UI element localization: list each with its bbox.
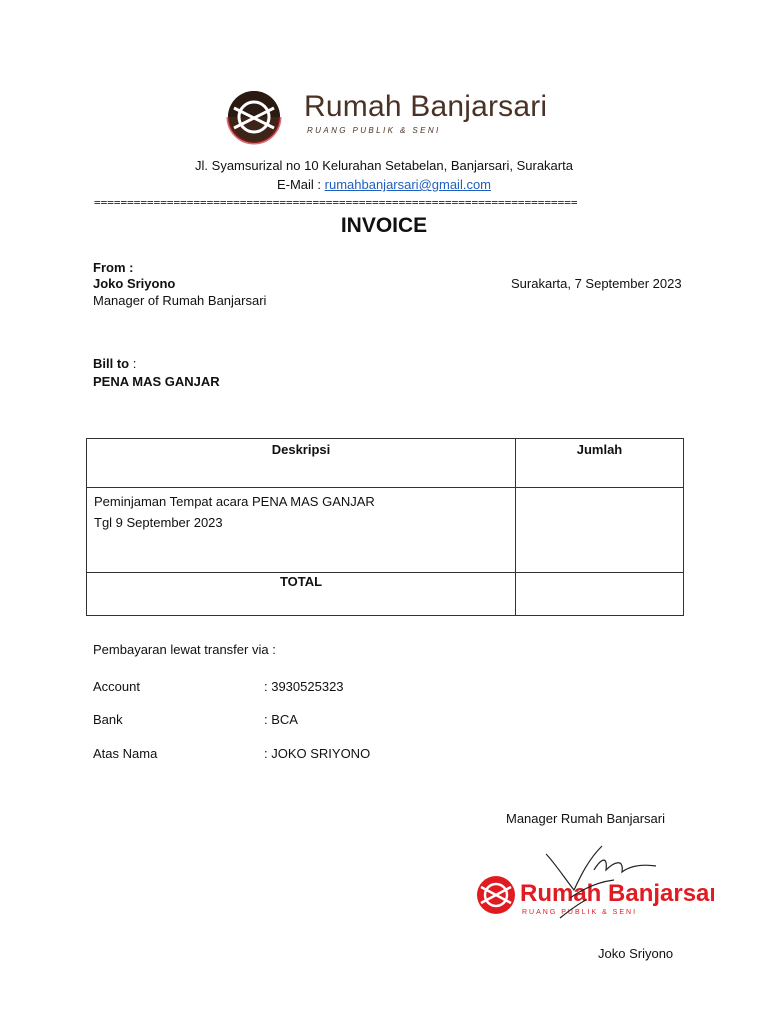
item-description-line2: Tgl 9 September 2023 <box>94 515 223 530</box>
col-header-description: Deskripsi <box>87 439 516 488</box>
item-description <box>87 488 516 573</box>
payment-bank-value: : BCA <box>264 712 298 727</box>
bill-to-label-line <box>93 356 136 371</box>
from-name: Joko Sriyono <box>93 276 176 291</box>
total-label: TOTAL <box>87 573 516 616</box>
signature-title: Manager Rumah Banjarsari <box>506 811 665 826</box>
stamp-brand-text: Rumah Banjarsari <box>520 880 714 907</box>
payment-bank-label: Bank <box>93 712 123 727</box>
address: Jl. Syamsurizal no 10 Kelurahan Setabelan, Banjarsari, Surakarta <box>195 158 573 173</box>
email-line <box>0 177 768 192</box>
payment-intro: Pembayaran lewat transfer via : <box>93 642 276 657</box>
divider: ========================================================================= <box>94 196 578 209</box>
brand-logo-icon <box>222 88 302 150</box>
email-label: E-Mail : <box>276 177 325 192</box>
col-header-amount: Jumlah <box>516 439 684 488</box>
signature-stamp <box>474 840 714 920</box>
brand-tagline: RUANG PUBLIK & SENI <box>307 126 441 135</box>
payment-account-value: : 3930525323 <box>264 679 344 694</box>
bill-to-colon: : <box>129 356 137 371</box>
payment-holder-label: Atas Nama <box>93 746 158 761</box>
table-row <box>87 488 684 573</box>
table-total-row <box>87 573 684 616</box>
from-role: Manager of Rumah Banjarsari <box>93 293 267 308</box>
stamp-tagline-text: RUANG PUBLIK & SENI <box>522 909 638 916</box>
table-header-row <box>87 439 684 488</box>
item-amount <box>516 488 684 573</box>
from-label: From : <box>93 260 134 275</box>
place-date: Surakarta, 7 September 2023 <box>511 276 682 291</box>
brand-name: Rumah Banjarsari <box>304 90 548 123</box>
bill-to-name: PENA MAS GANJAR <box>93 374 220 389</box>
payment-holder-value: : JOKO SRIYONO <box>264 746 371 761</box>
stamp-logo-icon <box>474 840 714 920</box>
payment-account-label: Account <box>93 679 140 694</box>
signature-name: Joko Sriyono <box>598 946 674 961</box>
invoice-title: INVOICE <box>340 214 428 237</box>
email-link[interactable]: rumahbanjarsari@gmail.com <box>324 177 492 192</box>
item-description-line1: Peminjaman Tempat acara PENA MAS GANJAR <box>94 494 375 509</box>
bill-to-label: Bill to <box>93 356 130 371</box>
invoice-table <box>86 438 684 616</box>
total-amount <box>516 573 684 616</box>
